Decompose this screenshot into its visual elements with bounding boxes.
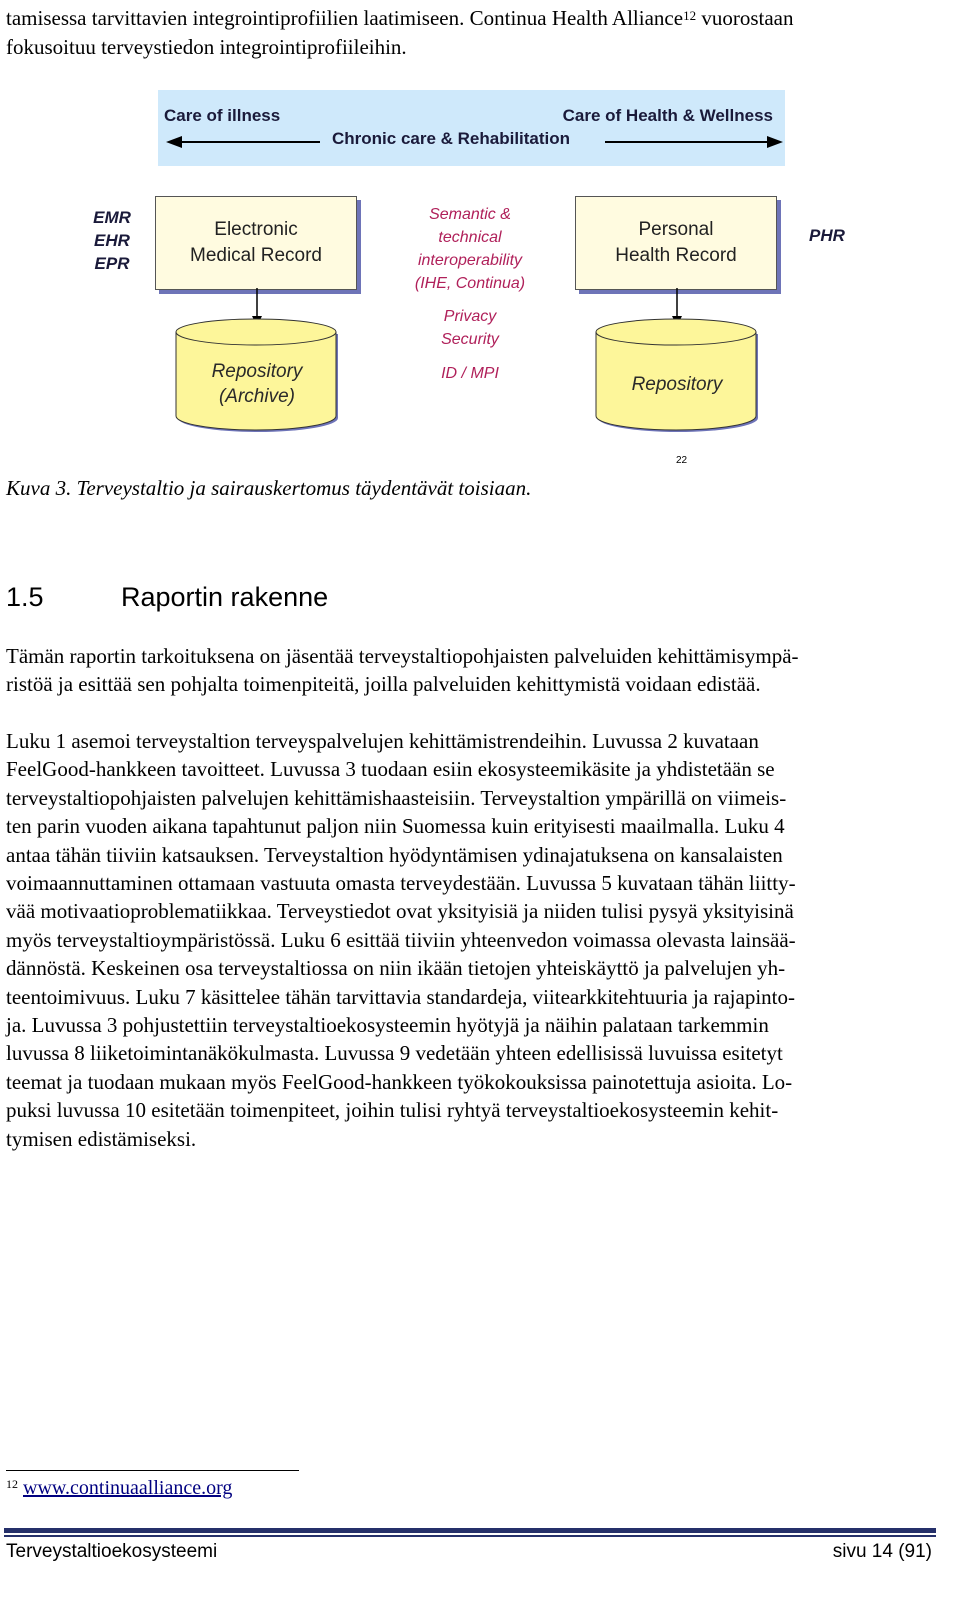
- footer-page-number: sivu 14 (91): [832, 1541, 932, 1562]
- paragraph-line: myös terveystaltioympäristössä. Luku 6 esittää tiiviin yhteenvedon voimassa olevasta lainsää-: [6, 927, 796, 952]
- section-heading: [6, 582, 328, 613]
- paragraph-line: puksi luvussa 10 esitetään toimenpiteet, joihin tulisi ryhtyä terveystaltioekosysteemin kehit-: [6, 1098, 779, 1123]
- section-number: 1.5: [6, 582, 44, 612]
- paragraph-1: [6, 642, 934, 699]
- ehr-label: EHR: [94, 231, 130, 250]
- repository-left-line-2: (Archive): [218, 386, 295, 407]
- care-of-illness-label: Care of illness: [164, 106, 281, 125]
- paragraph-line: voimaannuttaminen ottamaan vastuuta omasta terveydestään. Luvussa 5 kuvataan tähän liitty-: [6, 871, 796, 896]
- right-arrowhead-icon: [767, 135, 783, 149]
- footnote-link[interactable]: www.continuaalliance.org: [23, 1477, 233, 1499]
- care-spectrum-band: [158, 90, 785, 166]
- footnote-divider: [6, 1470, 299, 1471]
- footer-document-title: Terveystaltioekosysteemi: [6, 1541, 218, 1562]
- emr-label: EMR: [93, 208, 131, 227]
- repository-left-line-1: Repository: [211, 361, 303, 382]
- paragraph-line: luvussa 8 liiketoimintanäkökulmasta. Luvussa 9 vedetään yhteen edellisissä luvuissa esitetyt: [6, 1041, 783, 1066]
- paragraph-line: teemat ja tuodaan mukaan myös FeelGood-hankkeen työkokouksissa painotettuja asioita. Lo-: [6, 1069, 793, 1094]
- paragraph-line: FeelGood-hankkeen tavoitteet. Luvussa 3 tuodaan esiin ekosysteemikäsite ja yhdistetään se: [6, 757, 775, 782]
- figure-caption: Kuva 3. Terveystaltio ja sairauskertomus täydentävät toisiaan.: [6, 476, 532, 500]
- paragraph-2: [6, 727, 934, 1153]
- archive-repository-label: [176, 359, 338, 409]
- paragraph-line: Luku 1 asemoi terveystaltion terveyspalvelujen kehittämistrendeihin. Luvussa 2 kuvataan: [6, 729, 759, 753]
- care-of-health-label: Care of Health & Wellness: [562, 106, 773, 125]
- intro-text: [6, 4, 946, 62]
- epr-label: EPR: [94, 254, 130, 273]
- footnote-reference[interactable]: 12: [683, 8, 697, 23]
- footnote: [6, 1477, 232, 1500]
- security-label: Security: [441, 331, 499, 348]
- paragraph-line: antaa tähän tiiviin katsauksen. Terveystaltion hyödyntämisen ydinajatuksena on kansalaisten: [6, 842, 783, 867]
- footer-rule-thin: [4, 1535, 936, 1537]
- left-arrow-line: [174, 141, 320, 143]
- interop-line-2: technical: [438, 229, 502, 246]
- interop-line-3: interoperability: [417, 252, 523, 269]
- personal-health-record-box: [575, 196, 777, 290]
- intro-line-1-end: vuorostaan: [696, 6, 794, 30]
- paragraph-line: vää motivaatioproblematiikkaa. Terveystiedot ovat yksityisiä ja niiden tulisi pysyä yksityisinä: [6, 899, 794, 924]
- emr-box-line-1: Electronic: [214, 219, 298, 240]
- phr-box-line-2: Health Record: [615, 245, 737, 266]
- phr-box-line-1: Personal: [638, 219, 714, 240]
- electronic-medical-record-box: [155, 196, 357, 290]
- paragraph-line: ja. Luvussa 3 pohjustettiin terveystaltioekosysteemin hyötyjä ja näihin palataan tarkemmin: [6, 1013, 769, 1038]
- paragraph-line: tymisen edistämiseksi.: [6, 1126, 197, 1151]
- interoperability-text: [384, 203, 556, 295]
- emr-ehr-epr-label: [84, 206, 140, 275]
- phr-label: PHR: [809, 226, 845, 245]
- emr-box-line-2: Medical Record: [190, 245, 322, 266]
- paragraph-line: ristöä ja esittää sen pohjalta toimenpiteitä, joilla palveluiden kehittymistä voidaan edistää.: [6, 672, 761, 697]
- interop-line-4: (IHE, Continua): [414, 275, 526, 292]
- left-arrowhead-icon: [166, 135, 182, 149]
- privacy-security-text: [384, 305, 556, 351]
- paragraph-line: teentoimivuus. Luku 7 käsittelee tähän tarvittavia standardeja, viitearkkitehtuuria ja rajapinto-: [6, 984, 795, 1009]
- privacy-label: Privacy: [443, 308, 497, 325]
- figure-reference-number: 22: [676, 455, 688, 466]
- paragraph-line: ten parin vuoden aikana tapahtunut paljon niin Suomessa kuin erityisesti maailmalla. Luku 4: [6, 814, 785, 839]
- paragraph-line: Tämän raportin tarkoituksena on jäsentää terveystaltiopohjaisten palveluiden kehittämisympä-: [6, 644, 799, 668]
- personal-repository-label: Repository: [631, 374, 723, 395]
- footnote-number: 12: [6, 1477, 18, 1491]
- right-arrow-line: [605, 141, 775, 143]
- paragraph-line: terveystaltiopohjaisten palvelujen kehittämishaasteisiin. Terveystaltion ympärillä on viimeis-: [6, 785, 787, 810]
- paragraph-line: dännöstä. Keskeinen osa terveystaltiossa on niin ikään tietojen yhteiskäyttö ja palvelujen yh-: [6, 956, 786, 981]
- interop-line-1: Semantic &: [429, 206, 511, 223]
- intro-line-1: tamisessa tarvittavien integrointiprofiilien laatimiseen. Continua Health Alliance: [6, 6, 684, 30]
- chronic-care-label: Chronic care & Rehabilitation: [332, 129, 571, 148]
- section-title: Raportin rakenne: [121, 582, 329, 612]
- footer-rule-thick: [4, 1528, 936, 1533]
- intro-line-2: fokusoituu terveystiedon integrointiprofiileihin.: [6, 35, 407, 59]
- id-mpi-label: ID / MPI: [441, 365, 499, 382]
